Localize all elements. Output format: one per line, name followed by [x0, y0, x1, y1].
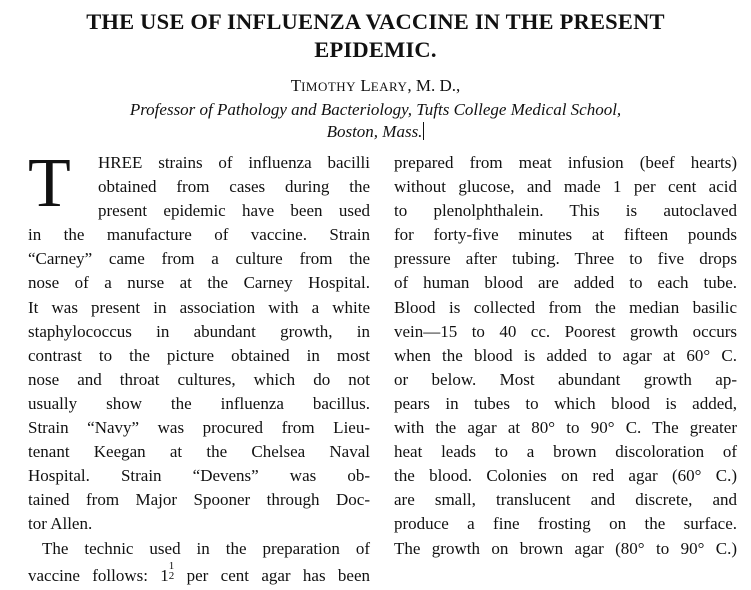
body-line: HREE strains of influenza bacilli	[98, 153, 370, 172]
author-suffix: , M. D.,	[407, 76, 461, 95]
fraction-one-half	[169, 561, 175, 581]
body-line: It was present in association with a white	[28, 297, 370, 317]
body-line: are small, translucent and discrete, and	[394, 490, 737, 510]
body-line: The technic used in the preparation of	[42, 538, 370, 558]
body-line: present epidemic have been used	[98, 201, 370, 221]
body-line: Hospital. Strain “Devens” was ob-	[28, 466, 370, 486]
author-affiliation	[0, 99, 751, 143]
body-line: Strain “Navy” was procured from Lieu-	[28, 418, 370, 438]
drop-cap: T	[28, 145, 71, 222]
body-line: prepared from meat infusion (beef hearts)	[394, 153, 737, 172]
affiliation-line-1: Professor of Pathology and Bacteriology, Tufts College Medical School,	[129, 100, 622, 119]
body-line: without glucose, and made 1 per cent acid	[394, 177, 737, 197]
body-line: usually show the influenza bacillus.	[28, 393, 370, 413]
body-line: heat leads to a brown discoloration of	[394, 442, 737, 462]
right-column	[394, 151, 737, 561]
author-first-rest: IMOTHY	[301, 79, 357, 94]
author-byline	[0, 76, 751, 97]
body-line: pressure after tubing. Three to five drops	[394, 249, 737, 269]
body-line: “Carney” came from a culture from the	[28, 249, 370, 269]
fraction-line-start: vaccine follows: 1	[28, 565, 169, 585]
body-line: or below. Most abundant growth ap-	[394, 369, 737, 389]
article-title	[10, 8, 741, 64]
body-line: nose and throat cultures, which do not	[28, 369, 370, 389]
body-line: vein—15 to 40 cc. Poorest growth occurs	[394, 321, 737, 341]
body-line: to plenolphthalein. This is autoclaved	[394, 201, 737, 221]
body-line: produce a fine frosting on the surface.	[394, 514, 737, 534]
fraction-line-end: per cent agar has been	[186, 565, 370, 585]
left-column	[28, 145, 370, 585]
body-line: in the manufacture of vaccine. Strain	[28, 225, 370, 245]
title-line-1: THE USE OF INFLUENZA VACCINE IN THE PRESENT	[86, 9, 665, 34]
body-line: pears in tubes to which blood is added,	[394, 393, 737, 413]
body-line: with the agar at 80° to 90° C. The greater	[394, 418, 737, 438]
author-last-rest: EARY	[370, 79, 408, 94]
body-line: The growth on brown agar (80° to 90° C.)	[394, 538, 737, 558]
fraction-denominator: 2	[168, 569, 175, 582]
affiliation-line-2: Boston, Mass.	[326, 122, 423, 141]
body-line: tor Allen.	[28, 514, 93, 534]
body-line: when the blood is added to agar at 60° C.	[394, 345, 737, 365]
author-initial-first: T	[290, 76, 302, 95]
body-line: staphylococcus in abundant growth, in	[28, 321, 370, 341]
body-line: tenant Keegan at the Chelsea Naval	[28, 442, 370, 462]
body-line: the blood. Colonies on red agar (60° C.)	[394, 466, 737, 486]
body-line: nose of a nurse at the Carney Hospital.	[28, 273, 370, 293]
body-line-with-fraction	[28, 561, 370, 585]
body-line: of human blood are added to each tube.	[394, 273, 737, 293]
body-line: Blood is collected from the median basilic	[394, 297, 737, 317]
body-line: tained from Major Spooner through Doc-	[28, 490, 370, 510]
title-line-2: EPIDEMIC.	[314, 37, 437, 62]
body-line: contrast to the picture obtained in most	[28, 345, 370, 365]
author-initial-last: L	[360, 76, 371, 95]
text-cursor	[423, 122, 424, 140]
body-line: obtained from cases during the	[98, 177, 370, 197]
fraction-numerator: 1	[168, 559, 175, 572]
body-line: for forty-five minutes at fifteen pounds	[394, 225, 737, 245]
